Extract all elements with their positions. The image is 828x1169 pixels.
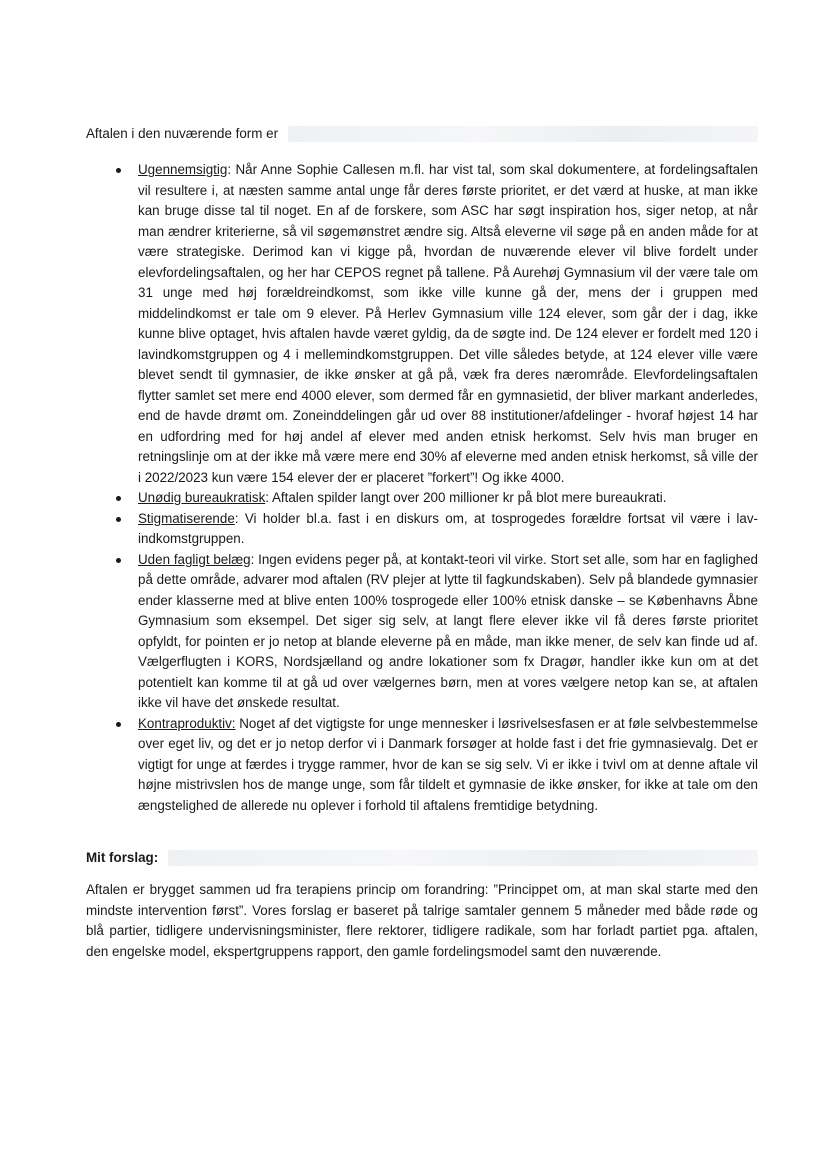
section-paragraph: Aftalen er brygget sammen ud fra terapiens princip om forandring: ”Princippet om, at man skal starte med den mindste intervention først”. Vores forslag er baseret på talrige samtaler gennem 5 måneder med både røde og blå partier, tidligere undervisningsminister, flere rektorer, tidligere radikale, som har forladt partiet pga. aftalen, den engelske model, ekspertgruppens rapport, den gamle fordelingsmodel samt den nuværende. bbox=[86, 882, 758, 959]
list-item bbox=[86, 160, 758, 488]
list-item-term: Kontraproduktiv: bbox=[138, 715, 236, 731]
list-item-term: Uden fagligt belæg bbox=[138, 551, 251, 567]
list-item bbox=[86, 488, 758, 509]
list-item-text: : Vi holder bl.a. fast i en diskurs om, at tosprogedes forældre fortsat vil være i lav-indkomstgruppen. bbox=[138, 510, 758, 546]
bullet-icon bbox=[116, 722, 121, 727]
list-item bbox=[86, 714, 758, 817]
argument-list bbox=[86, 160, 758, 816]
list-item-text: : Aftalen spilder langt over 200 millioner kr på blot mere bureaukrati. bbox=[265, 490, 667, 505]
bullet-icon bbox=[116, 496, 121, 501]
redacted-text bbox=[168, 850, 758, 866]
bullet-icon bbox=[116, 558, 121, 563]
document-page bbox=[86, 124, 758, 962]
bullet-icon bbox=[116, 517, 121, 522]
list-item-term: Stigmatiserende bbox=[138, 510, 235, 526]
section-heading-line bbox=[86, 848, 758, 868]
list-item-term: Ugennemsigtig bbox=[138, 162, 228, 177]
list-item-term: Unødig bureaukratisk bbox=[138, 490, 266, 505]
list-item-text: Noget af det vigtigste for unge mennesker i løsrivelsesfasen er at føle selvbestemmelse over eget liv, og det er jo netop derfor vi i Danmark forsøger at holde fast i det frie gymnasievalg. Det er vigtigt for unge at færdes i trygge rammer, hvor de kan se sig selv. Vi er ikke i tvivl om at denne aftale vil højne mistrivslen hos de mange unge, som får tildelt et gymnasie de ikke ønsker, for ikke at tale om den ængstelighed de allerede nu oplever i forhold til aftalens fremtidige betydning. bbox=[138, 715, 758, 813]
list-item bbox=[86, 550, 758, 714]
bullet-icon bbox=[116, 168, 121, 173]
list-item bbox=[86, 509, 758, 550]
list-item-text: : Ingen evidens peger på, at kontakt-teori vil virke. Stort set alle, som har en faglighed på dette område, advarer mod aftalen (RV plejer at lytte til fagkundskaben). Selv på blandede gymnasier ender klasserne med at blive enten 100% tosprogede eller 100% etnisk danske – se Københavns Åbne Gymnasium som eksempel. Det siger sig selv, at langt flere elever ikke vil få deres første prioritet opfyldt, for pointen er jo netop at blande eleverne på en måde, man ikke mener, de selv kan finde ud af. Vælgerflugten i KORS, Nordsjælland og andre lokationer som fx Dragør, handler ikke kun om at det potentielt kan komme til at gå ud over vælgernes børn, men at vores vælgere netop kan se, at aftalen ikke vil have det ønskede resultat. bbox=[138, 551, 758, 710]
intro-text: Aftalen i den nuværende form er bbox=[86, 125, 279, 141]
redacted-text bbox=[288, 126, 758, 142]
section-heading: Mit forslag: bbox=[86, 849, 159, 865]
list-item-text: : Når Anne Sophie Callesen m.fl. har vist tal, som skal dokumentere, at fordelingsaftalen vil resultere i, at næsten samme antal unge får deres første prioritet, er det værd at huske, at man ikke kan bruge disse tal til noget. En af de forskere, som ASC har søgt inspiration hos, siger netop, at når man ændrer kriterierne, så vil søgemønstret ændre sig. Altså eleverne vil søge på en anden måde for at være strategiske. Derimod kan vi kigge på, hvordan de nuværende elever vil blive fordelt under elevfordelingsaftalen, og her har CEPOS regnet på tallene. På Aurehøj Gymnasium vil der være tale om 31 unge med høj forældreindkomst, som ikke ville kunne gå der, mens der i gruppen med middelindkomst er tale om 9 elever. På Herlev Gymnasium ville 124 elever, som går der i dag, ikke kunne blive optaget, hvis aftalen havde været gyldig, da de søgte ind. De 124 elever er fordelt med 120 i lavindkomstgruppen og 4 i mellemindkomstgruppen. Det ville således betyde, at 124 elever ville være blevet sendt til gymnasier, de ikke ønsker at gå på, væk fra deres nærområde. Elevfordelingsaftalen flytter samlet set mere end 4000 elever, som dermed får en gymnasietid, der bliver markant anderledes, end de havde drømt om. Zoneinddelingen går ud over 88 institutioner/afdelinger - hvoraf højest 14 har en udfordring med for høj andel af elever med anden etnisk herkomst. Selv hvis man bruger en retningslinje om at der ikke må være mere end 30% af eleverne med anden etnisk herkomst, så ville der i 2022/2023 kun være 154 elever der er placeret ”forkert”! Og ikke 4000. bbox=[138, 162, 758, 485]
intro-line bbox=[86, 124, 758, 144]
